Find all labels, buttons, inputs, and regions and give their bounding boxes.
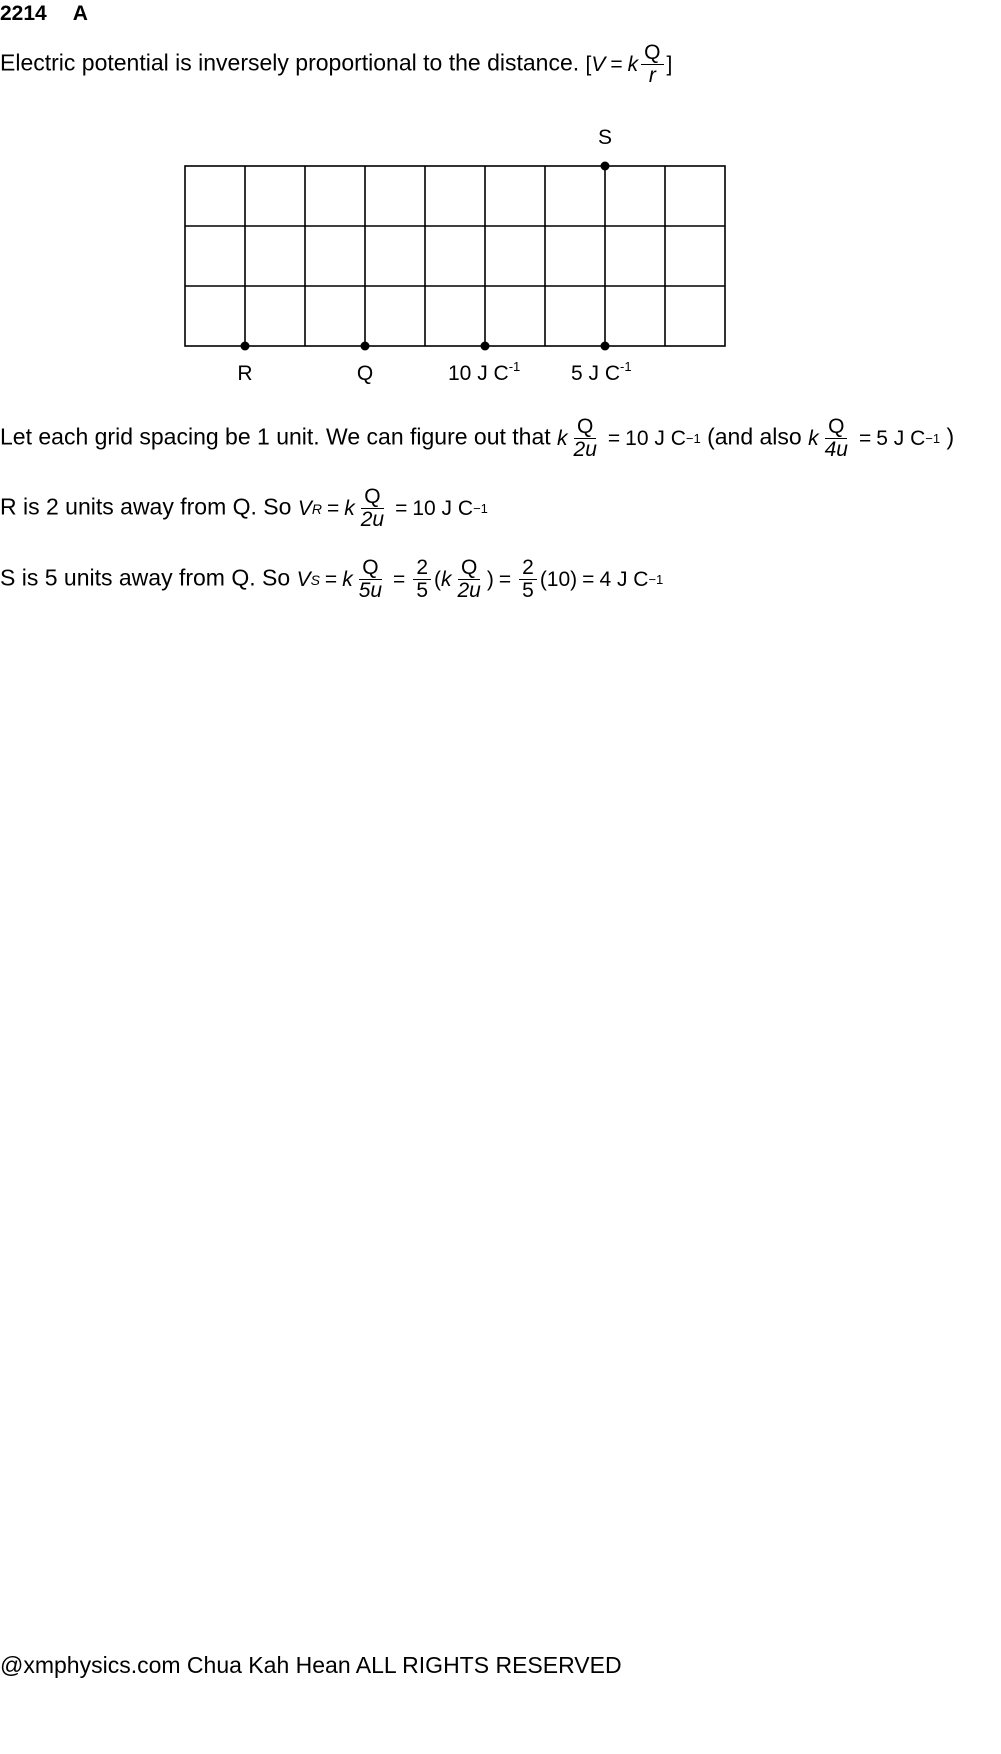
grid-border bbox=[185, 166, 725, 346]
question-number: 2214 bbox=[0, 2, 47, 25]
point-q bbox=[361, 342, 370, 351]
grid-diagram bbox=[0, 100, 1001, 400]
solution-line-2: R is 2 units away from Q. So V R = k $\frac{Q}{2u}$ = 10 J C −1 bbox=[0, 485, 488, 531]
point-10v bbox=[481, 342, 490, 351]
equation-k-q-2u: k $\frac{Q}{2u}$ = 10 J C −1 bbox=[557, 415, 701, 461]
copyright-footer: @xmphysics.com Chua Kah Hean ALL RIGHTS RESERVED bbox=[0, 1652, 622, 1678]
fraction: $\frac{Q}{2u}$ bbox=[457, 556, 481, 602]
point-r bbox=[241, 342, 250, 351]
equation-vs: V S = k $\frac{Q}{5u}$ = $\frac{2}{5}$ ( k $\frac{Q}{2u}$ ) = $\frac{2}{5}$ (10) = 4 J C −1 bbox=[296, 556, 664, 602]
label-5v: 5 J $C^{-1}$ bbox=[571, 359, 632, 385]
fraction: $\frac{2}{5}$ bbox=[519, 557, 537, 602]
fraction: $\frac{Q}{r}$ bbox=[641, 42, 663, 87]
fraction: $\frac{Q}{2u}$ bbox=[573, 415, 597, 461]
potential-formula: [ V = k $\frac{Q}{r}$ ] bbox=[585, 41, 673, 87]
intro-line bbox=[0, 42, 672, 87]
fraction: $\frac{Q}{4u}$ bbox=[824, 415, 848, 461]
equation-vr: V R = k $\frac{Q}{2u}$ = 10 J C −1 bbox=[297, 485, 488, 531]
fraction: $\frac{Q}{2u}$ bbox=[360, 485, 385, 531]
label-10v: 10 J $C^{-1}$ bbox=[448, 359, 521, 385]
equation-k-q-4u: k $\frac{Q}{4u}$ = 5 J C −1 bbox=[808, 415, 941, 461]
answer-letter: A bbox=[72, 2, 88, 25]
grid-lines bbox=[185, 166, 725, 346]
question-heading bbox=[0, 2, 88, 26]
fraction: $\frac{2}{5}$ bbox=[413, 557, 431, 602]
intro-text: Electric potential is inversely proportional to the distance. bbox=[0, 49, 580, 76]
point-5v bbox=[601, 342, 610, 351]
point-s bbox=[601, 162, 610, 171]
label-s: S bbox=[597, 126, 613, 149]
label-q: Q bbox=[356, 362, 374, 385]
label-r: R bbox=[237, 362, 253, 385]
solution-line-3: S is 5 units away from Q. So V S = k $\frac{Q}{5u}$ = $\frac{2}{5}$ ( k $\frac{Q}{2u}$ ) = $\frac{2}{5}$ (10) = 4 J C −1 bbox=[0, 556, 664, 602]
solution-line-1: Let each grid spacing be 1 unit. We can figure out that k $\frac{Q}{2u}$ = 10 J C −1 (and also k $\frac{Q}{4u}$ = 5 J C −1 ) bbox=[0, 415, 955, 461]
fraction: $\frac{Q}{5u}$ bbox=[358, 556, 383, 602]
